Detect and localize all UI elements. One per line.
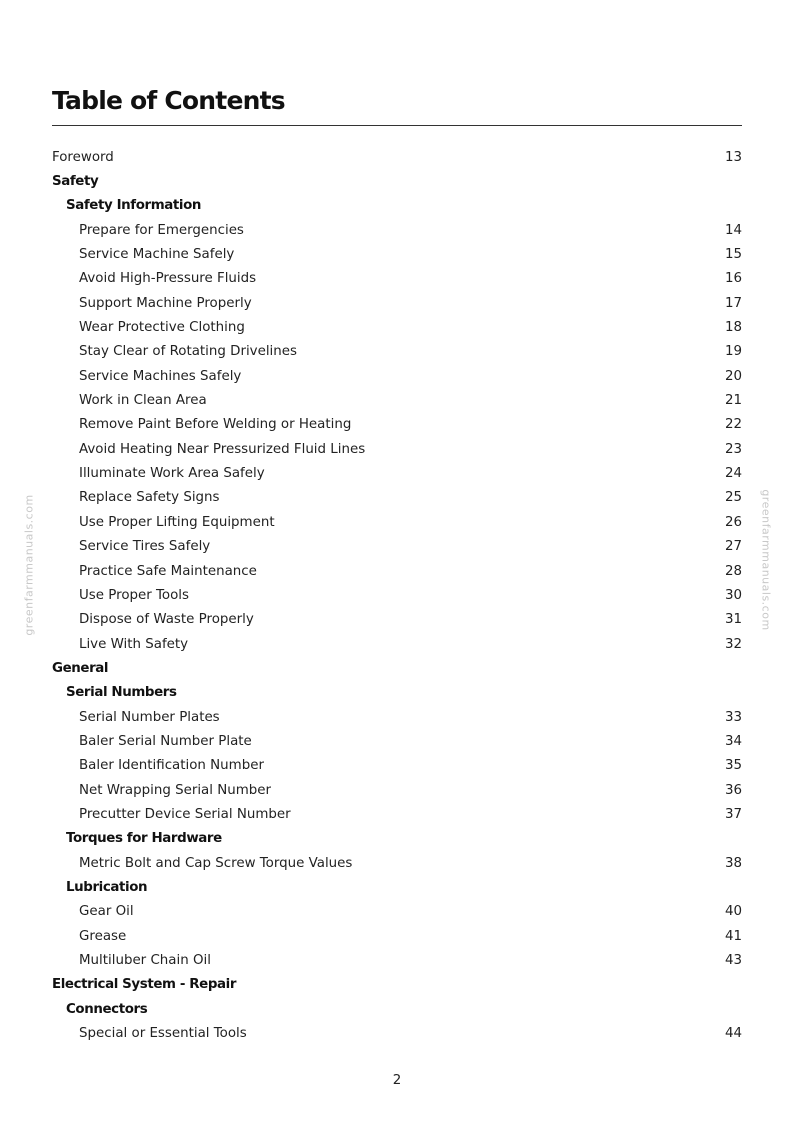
toc-entry-label: Remove Paint Before Welding or Heating [79, 417, 352, 433]
toc-entry-label: Illuminate Work Area Safely [79, 466, 265, 482]
toc-entry-label: Stay Clear of Rotating Drivelines [79, 344, 297, 360]
toc-entry-page: 27 [724, 539, 742, 555]
toc-entry-label: Safety [52, 174, 99, 190]
toc-entry[interactable] [52, 364, 742, 388]
watermark-left: greenfarmmanuals.com [22, 494, 36, 636]
toc-entry[interactable] [52, 267, 742, 291]
toc-entry[interactable] [52, 729, 742, 753]
toc-entry-page: 34 [724, 733, 742, 749]
toc-section-heading [52, 681, 742, 705]
toc-entry-label: Grease [79, 928, 127, 944]
page-number: 2 [392, 1073, 402, 1088]
toc-entry-page: 20 [724, 368, 742, 384]
toc-section-heading [52, 656, 742, 680]
toc-entry-page: 23 [724, 441, 742, 457]
toc-entry[interactable] [52, 388, 742, 412]
toc-entry-label: Foreword [52, 149, 114, 165]
toc-entry-label: Special or Essential Tools [79, 1026, 247, 1042]
toc-entry-page: 14 [724, 222, 742, 238]
toc-entry-page: 22 [724, 417, 742, 433]
toc-entry-label: Service Tires Safely [79, 539, 211, 555]
toc-entry[interactable] [52, 705, 742, 729]
toc-entry-label: Gear Oil [79, 904, 134, 920]
toc-entry-label: Electrical System - Repair [52, 977, 237, 993]
toc-entry-label: Serial Numbers [66, 685, 177, 701]
toc-entry-label: Support Machine Properly [79, 295, 252, 311]
toc-entry-page: 31 [724, 612, 742, 628]
toc-entry[interactable] [52, 535, 742, 559]
toc-entry-page: 19 [724, 344, 742, 360]
toc-entry-page: 13 [724, 149, 742, 165]
toc-entry-label: Replace Safety Signs [79, 490, 220, 506]
toc-section-heading [52, 875, 742, 899]
toc-entry-label: Precutter Device Serial Number [79, 806, 291, 822]
toc-entry-page: 43 [724, 953, 742, 969]
toc-entry-label: Serial Number Plates [79, 709, 220, 725]
toc-entry-label: Work in Clean Area [79, 393, 207, 409]
toc-entry-label: Net Wrapping Serial Number [79, 782, 272, 798]
toc-entry-page: 30 [724, 587, 742, 603]
toc-entry-page: 32 [724, 636, 742, 652]
toc-entry-page: 35 [724, 758, 742, 774]
toc-entry-label: General [52, 660, 109, 676]
toc-entry-page: 25 [724, 490, 742, 506]
toc-entry[interactable] [52, 145, 742, 169]
toc-entry-label: Torques for Hardware [66, 831, 222, 847]
toc-entry[interactable] [52, 340, 742, 364]
toc-section-heading [52, 827, 742, 851]
toc-entry[interactable] [52, 486, 742, 510]
toc-entry-label: Avoid High-Pressure Fluids [79, 271, 257, 287]
toc-entry-label: Baler Identification Number [79, 758, 264, 774]
toc-entry[interactable] [52, 583, 742, 607]
toc-entry-label: Baler Serial Number Plate [79, 733, 252, 749]
toc-entry-label: Safety Information [66, 198, 202, 214]
toc-section-heading [52, 973, 742, 997]
toc-entry-page: 38 [724, 855, 742, 871]
toc-entry-label: Lubrication [66, 879, 148, 895]
toc-section-heading [52, 169, 742, 193]
toc-entry[interactable] [52, 510, 742, 534]
toc-section-heading [52, 997, 742, 1021]
toc-entry-label: Use Proper Lifting Equipment [79, 514, 275, 530]
toc-entry-label: Wear Protective Clothing [79, 320, 245, 336]
toc-entry[interactable] [52, 218, 742, 242]
toc-entry-label: Prepare for Emergencies [79, 222, 244, 238]
toc-entry-label: Use Proper Tools [79, 587, 190, 603]
toc-entry-page: 26 [724, 514, 742, 530]
toc-entry[interactable] [52, 778, 742, 802]
toc-entry-page: 21 [724, 393, 742, 409]
toc-entry-label: Dispose of Waste Properly [79, 612, 254, 628]
toc-entry-label: Live With Safety [79, 636, 189, 652]
toc-entry[interactable] [52, 851, 742, 875]
toc-entry-label: Practice Safe Maintenance [79, 563, 257, 579]
toc-entry-page: 40 [724, 904, 742, 920]
toc-list [52, 145, 742, 1046]
toc-entry[interactable] [52, 802, 742, 826]
watermark-right: greenfarmmanuals.com [759, 489, 773, 631]
toc-entry[interactable] [52, 632, 742, 656]
toc-entry[interactable] [52, 754, 742, 778]
toc-entry-label: Metric Bolt and Cap Screw Torque Values [79, 855, 353, 871]
toc-entry-label: Multiluber Chain Oil [79, 953, 211, 969]
toc-entry-page: 18 [724, 320, 742, 336]
toc-entry[interactable] [52, 948, 742, 972]
toc-entry-label: Connectors [66, 1001, 148, 1017]
toc-section-heading [52, 194, 742, 218]
toc-entry[interactable] [52, 242, 742, 266]
toc-entry-page: 44 [724, 1026, 742, 1042]
toc-entry[interactable] [52, 315, 742, 339]
toc-entry-page: 28 [724, 563, 742, 579]
toc-entry-page: 41 [724, 928, 742, 944]
toc-entry-page: 15 [724, 247, 742, 263]
toc-entry[interactable] [52, 291, 742, 315]
toc-entry-label: Service Machines Safely [79, 368, 242, 384]
toc-entry[interactable] [52, 900, 742, 924]
toc-entry[interactable] [52, 608, 742, 632]
toc-entry-page: 37 [724, 806, 742, 822]
toc-entry-page: 36 [724, 782, 742, 798]
toc-entry[interactable] [52, 461, 742, 485]
toc-entry[interactable] [52, 924, 742, 948]
toc-entry-page: 33 [724, 709, 742, 725]
toc-entry[interactable] [52, 559, 742, 583]
toc-entry-label: Service Machine Safely [79, 247, 235, 263]
page-title: Table of Contents [52, 86, 742, 126]
toc-entry[interactable] [52, 1021, 742, 1045]
toc-entry-page: 24 [724, 466, 742, 482]
toc-entry[interactable] [52, 437, 742, 461]
toc-entry-page: 17 [724, 295, 742, 311]
toc-entry-page: 16 [724, 271, 742, 287]
toc-entry[interactable] [52, 413, 742, 437]
toc-entry-label: Avoid Heating Near Pressurized Fluid Lines [79, 441, 366, 457]
